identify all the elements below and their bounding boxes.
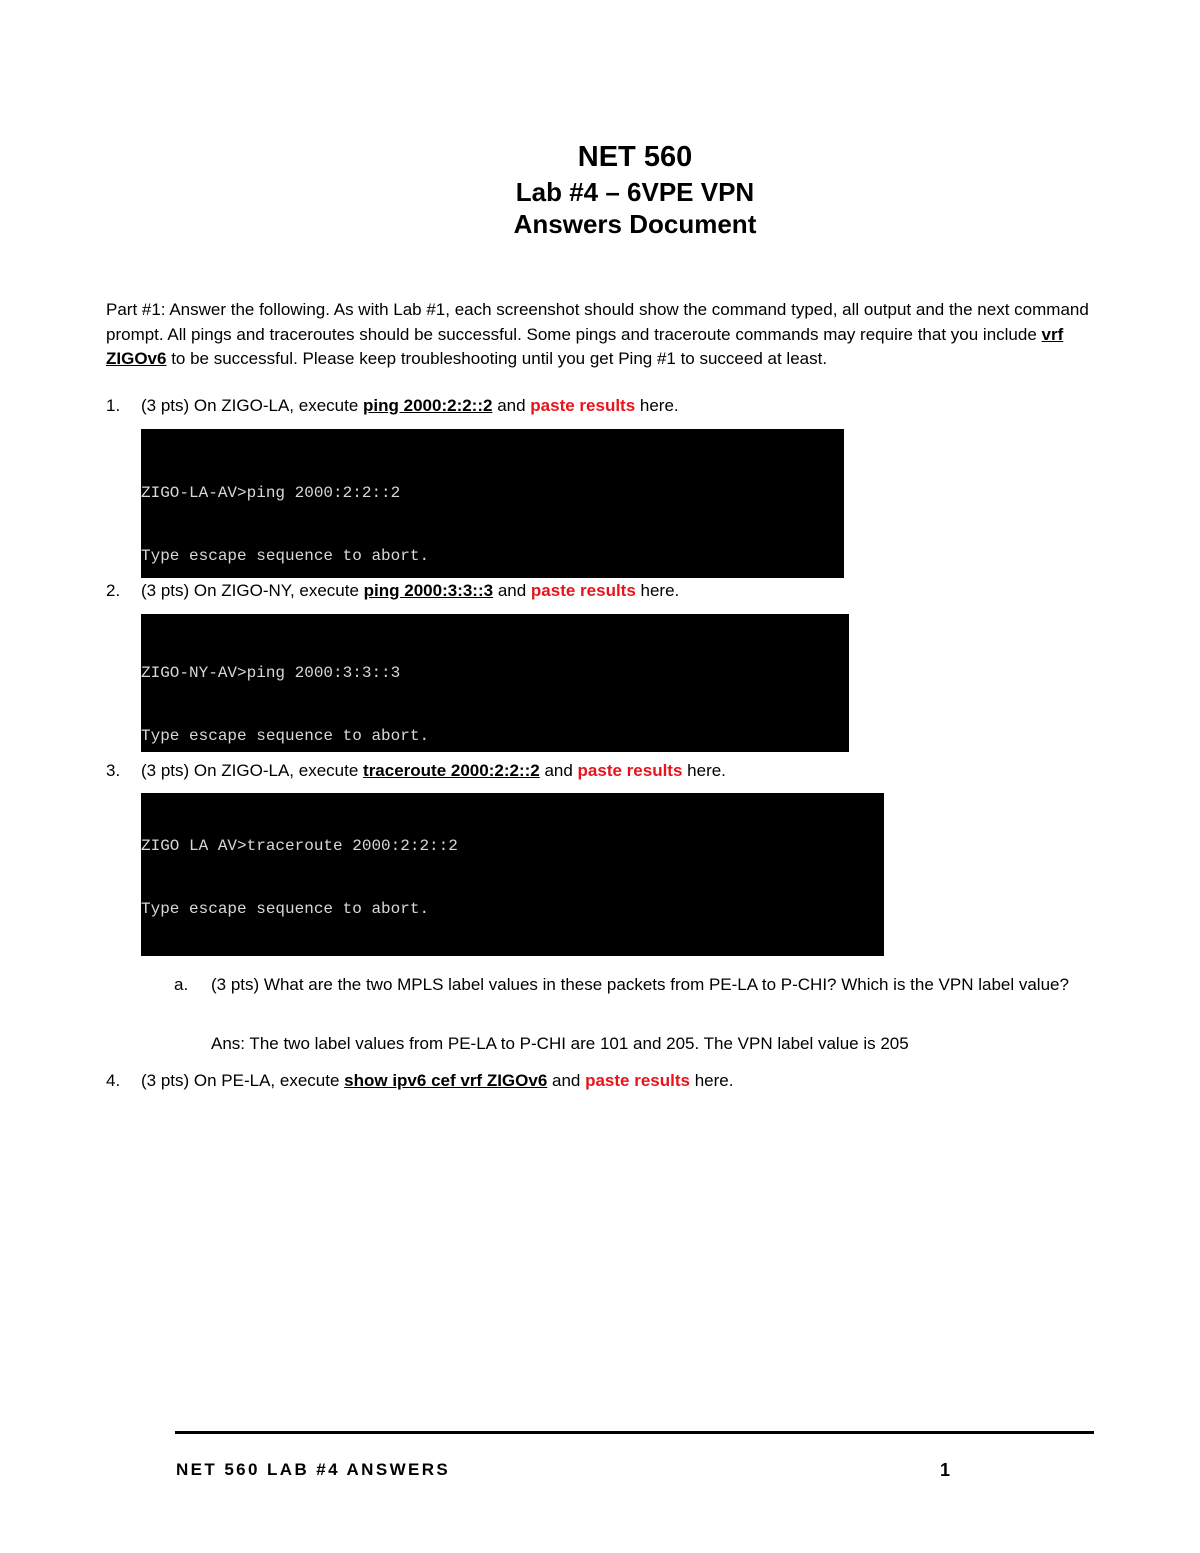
terminal-screenshot-1 — [141, 429, 844, 578]
question-command: ping 2000:3:3::3 — [363, 581, 494, 600]
paste-results-label: paste results — [530, 581, 636, 600]
subquestion-letter: a. — [174, 975, 189, 994]
terminal-line: Type escape sequence to abort. — [141, 727, 430, 746]
question-command: ping 2000:2:2::2 — [363, 396, 493, 415]
subquestion-text: (3 pts) What are the two MPLS label values in these packets from PE-LA to P-CHI? Which is the VPN label value? — [211, 975, 1069, 994]
intro-vrf: vrf ZIGOv6 — [106, 324, 1064, 368]
terminal-line: Type escape sequence to abort. — [141, 900, 430, 919]
question-command: traceroute 2000:2:2::2 — [363, 761, 540, 780]
paste-results-label: paste results — [585, 1071, 690, 1090]
question-text: (3 pts) On ZIGO-LA, execute traceroute 2000:2:2::2 and paste results here. — [141, 761, 726, 780]
paste-results-label: paste results — [530, 396, 636, 415]
footer-title: NET 560 LAB #4 ANSWERS — [176, 1460, 451, 1479]
terminal-line: ZIGO-NY-AV>ping 2000:3:3::3 — [141, 663, 401, 682]
paste-results-label: paste results — [577, 761, 683, 780]
terminal-line: ZIGO-LA-AV>ping 2000:2:2::2 — [141, 483, 401, 502]
course-title: NET 560 — [577, 141, 693, 173]
question-number: 4. — [106, 1071, 121, 1090]
footer-divider — [175, 1431, 1094, 1434]
terminal-line: Type escape sequence to abort. — [141, 547, 430, 566]
lab-title: Lab #4 – 6VPE VPN — [515, 177, 755, 207]
document-title-block — [0, 138, 1200, 240]
terminal-screenshot-3 — [141, 793, 884, 956]
intro-suffix: to be successful. Please keep troubleshooting until you get Ping #1 to succeed at least. — [166, 349, 828, 368]
terminal-line: ZIGO LA AV>traceroute 2000:2:2::2 — [141, 836, 458, 855]
question-text: (3 pts) On PE-LA, execute show ipv6 cef vrf ZIGOv6 and paste results here. — [141, 1071, 734, 1090]
page-number: 1 — [940, 1460, 951, 1480]
question-number: 3. — [106, 761, 121, 780]
terminal-screenshot-2 — [141, 614, 849, 752]
intro-prefix: Part #1: Answer the following. As with Lab #1, each screenshot should show the command typed, all output and the next command prompt. All pings and traceroutes should be successful. Some pings and traceroute commands may require that you include — [106, 300, 1089, 344]
question-command: show ipv6 cef vrf ZIGOv6 — [344, 1071, 548, 1090]
doc-type-title: Answers Document — [513, 209, 757, 239]
question-number: 1. — [106, 396, 121, 415]
question-text: (3 pts) On ZIGO-LA, execute ping 2000:2:2::2 and paste results here. — [141, 396, 679, 415]
subquestion-answer: Ans: The two label values from PE-LA to P-CHI are 101 and 205. The VPN label value is 205 — [211, 1034, 909, 1053]
question-text: (3 pts) On ZIGO-NY, execute ping 2000:3:3::3 and paste results here. — [141, 581, 680, 600]
intro-paragraph — [106, 298, 1106, 372]
question-number: 2. — [106, 581, 121, 600]
